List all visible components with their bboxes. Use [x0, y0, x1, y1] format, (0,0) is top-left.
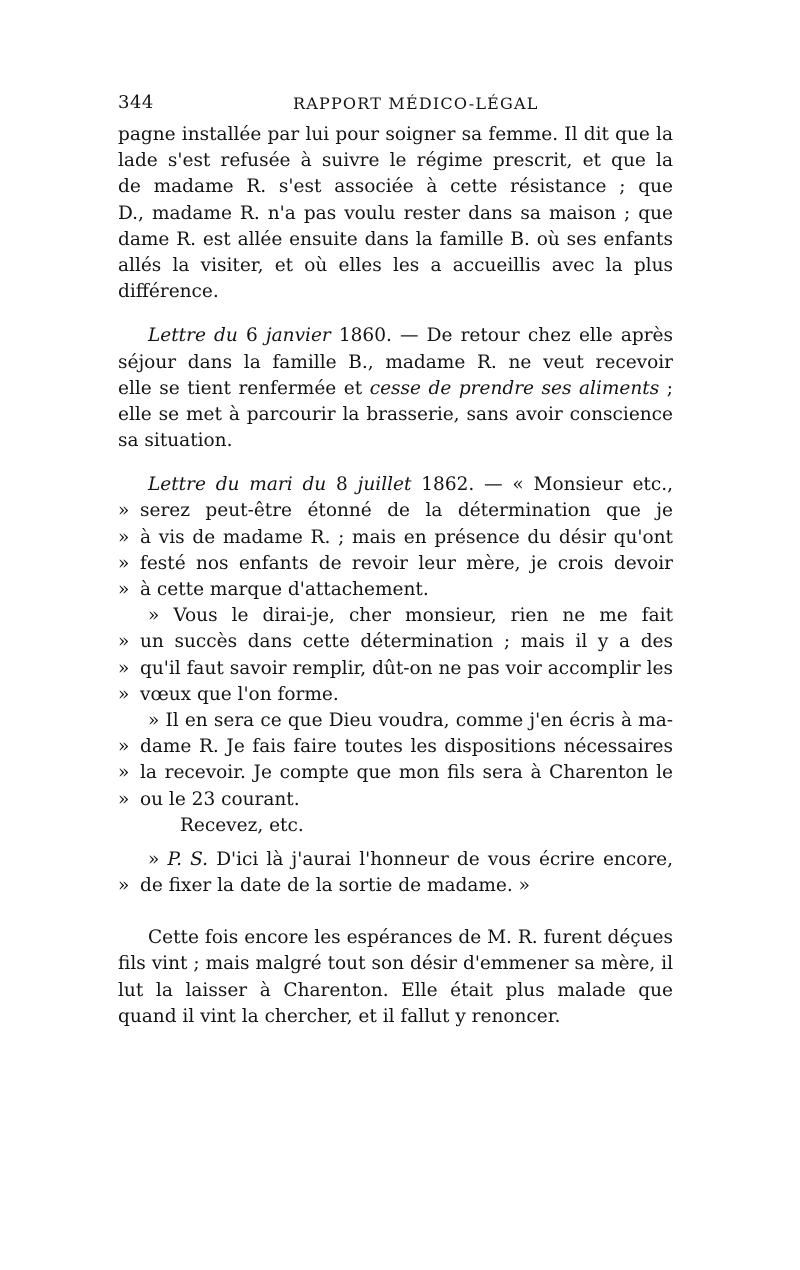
- paragraph-1: [118, 122, 673, 305]
- text-line: lut la laisser à Charenton. Elle était plus malade que: [118, 979, 673, 1001]
- text-line: pagne installée par lui pour soigner sa femme. Il dit que la: [118, 124, 673, 145]
- text-line: lade s'est refusée à suivre le régime prescrit, et que la: [118, 150, 673, 172]
- text-line: » P. S. D'ici là j'aurai l'honneur de vous écrire encore,: [148, 848, 673, 870]
- text-line: D., madame R. n'a pas voulu rester dans sa maison ; que: [118, 202, 673, 224]
- text-line: quand il vint la chercher, et il fallut y renoncer.: [118, 1005, 561, 1027]
- text-line: » ou le 23 courant.: [118, 788, 300, 810]
- paragraph-8: [118, 925, 673, 1030]
- text-line: fils vint ; mais malgré tout son désir d'emmener sa mère, il: [118, 953, 673, 975]
- text-line: » festé nos enfants de revoir leur mère, je crois devoir: [118, 552, 673, 574]
- page-number: 344: [118, 92, 154, 113]
- text-line: Recevez, etc.: [180, 814, 304, 836]
- letter-heading-line: Lettre du 6 janvier 1860. — De retour chez elle après: [148, 325, 673, 347]
- paragraph-5: [118, 708, 673, 813]
- text-line: » serez peut-être étonné de la détermination que je: [118, 500, 673, 522]
- text-line: Cette fois encore les espérances de M. R. furent déçues: [148, 927, 673, 949]
- italic-phrase: cesse de prendre ses aliments: [369, 377, 660, 399]
- text-line: dame R. est allée ensuite dans la famille B. où ses enfants: [118, 228, 673, 250]
- letter-month: janvier: [265, 325, 331, 347]
- text-line: » de fixer la date de la sortie de madame. »: [118, 875, 530, 897]
- text-line: séjour dans la famille B., madame R. ne veut recevoir: [118, 351, 673, 373]
- letter-label: Lettre du mari du: [148, 474, 327, 496]
- text-line: » qu'il faut savoir remplir, dût-on ne pas voir accomplir les: [118, 657, 673, 679]
- text-line: » dame R. Je fais faire toutes les dispositions nécessaires: [118, 736, 673, 758]
- paragraph-3: [118, 472, 673, 603]
- text-line: » Vous le dirai-je, cher monsieur, rien ne me fait: [148, 605, 673, 627]
- text-line: elle se tient renfermée et cesse de prendre ses aliments ;: [118, 377, 673, 399]
- paragraph-4: [118, 603, 673, 708]
- text-line: » Il en sera ce que Dieu voudra, comme j'en écris à ma-: [148, 709, 673, 731]
- text-line: elle se met à parcourir la brasserie, sans avoir conscience: [118, 403, 673, 425]
- paragraph-2: [118, 323, 673, 454]
- text-line: différence.: [118, 281, 219, 303]
- paragraph-6: [118, 813, 673, 839]
- letter-heading-line: Lettre du mari du 8 juillet 1862. — « Monsieur etc.,: [148, 474, 673, 496]
- postscript-label: P. S.: [167, 848, 209, 870]
- body-text: [118, 122, 673, 1030]
- text-line: allés la visiter, et où elles les a accueillis avec la plus: [118, 254, 673, 276]
- text-line: » à vis de madame R. ; mais en présence du désir qu'ont: [118, 526, 673, 548]
- letter-month: juillet: [357, 474, 412, 496]
- text-line: » à cette marque d'attachement.: [118, 579, 429, 600]
- text-line: » la recevoir. Je compte que mon fils sera à Charenton le: [118, 762, 673, 784]
- text-line: » vœux que l'on forme.: [118, 683, 339, 705]
- text-line: » un succès dans cette détermination ; mais il y a des: [118, 631, 673, 653]
- page-header: [118, 92, 676, 116]
- running-title: RAPPORT MÉDICO-LÉGAL: [293, 94, 539, 113]
- text-line: sa situation.: [118, 430, 233, 452]
- text-line: de madame R. s'est associée à cette résistance ; que: [118, 176, 673, 198]
- letter-label: Lettre du: [148, 325, 238, 347]
- paragraph-7: [118, 847, 673, 899]
